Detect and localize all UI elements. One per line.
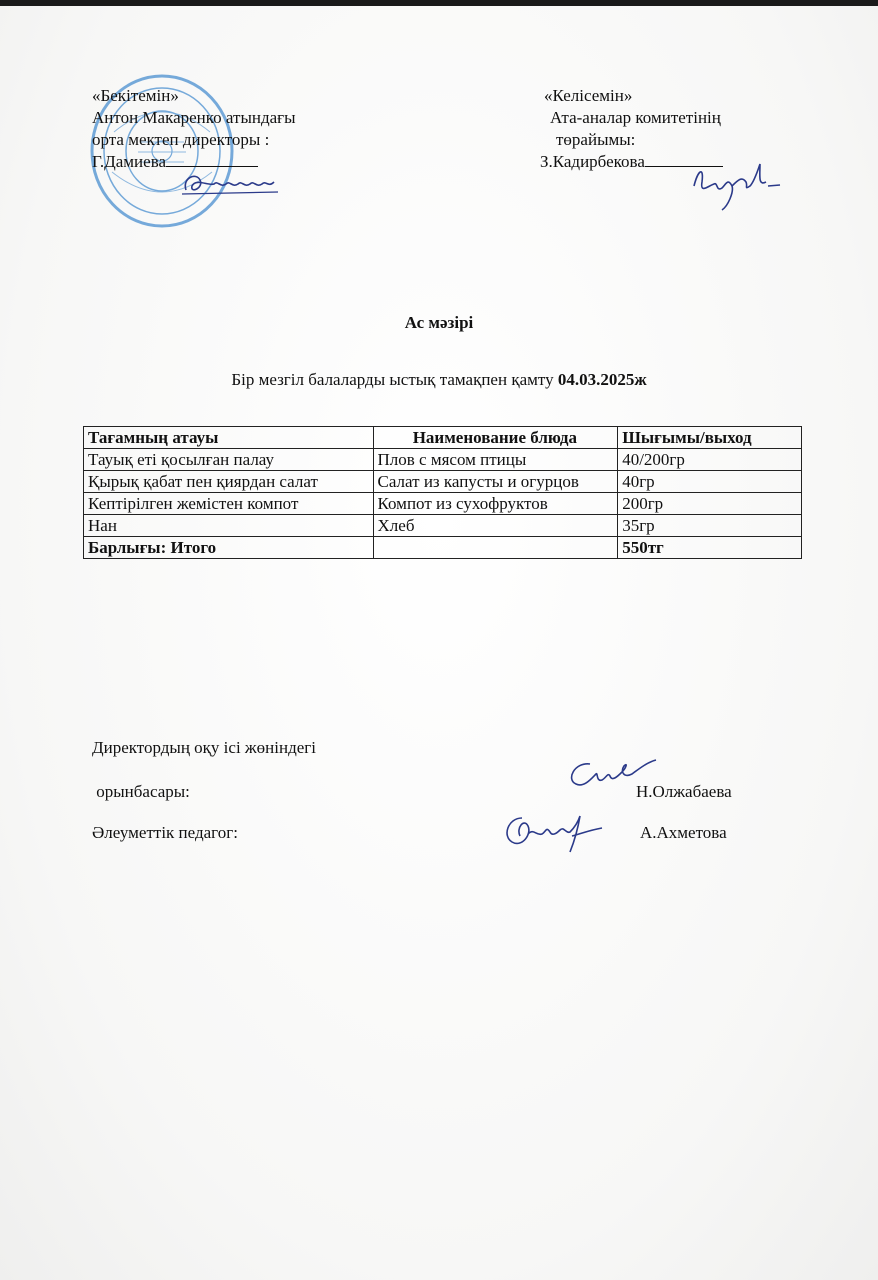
- social-pedagogue-name: А.Ахметова: [640, 823, 727, 842]
- page-title: Ас мәзірі: [404, 313, 474, 332]
- agreement-line-2: төрайымы:: [556, 130, 636, 149]
- agreement-label: «Келісемін»: [544, 86, 633, 105]
- column-header-dish-ru: Наименование блюда: [373, 427, 618, 449]
- page-subtitle: [0, 370, 878, 390]
- dish-kz-cell: Тауық еті қосылған палау: [84, 449, 374, 471]
- dish-ru-cell: Плов с мясом птицы: [373, 449, 618, 471]
- deputy-title-line-2: орынбасары:: [92, 782, 190, 801]
- approval-line-1: Антон Макаренко атындағы: [92, 108, 296, 127]
- yield-cell: 35гр: [618, 515, 802, 537]
- column-header-yield: Шығымы/выход: [618, 427, 802, 449]
- table-row: [84, 449, 802, 471]
- table-row: [84, 471, 802, 493]
- dish-ru-cell: Компот из сухофруктов: [373, 493, 618, 515]
- director-signature-icon: [178, 166, 288, 202]
- deputy-title-line-1: Директордың оқу ісі жөніндегі: [92, 738, 316, 757]
- column-header-dish-kz: Тағамның атауы: [84, 427, 374, 449]
- subtitle-date: 04.03.2025ж: [557, 370, 647, 389]
- menu-table: [83, 426, 802, 559]
- document-page: [0, 6, 878, 1280]
- approval-line-2: орта мектеп директоры :: [92, 130, 270, 149]
- table-header-row: [84, 427, 802, 449]
- social-pedagogue-label: Әлеуметтік педагог:: [92, 823, 238, 842]
- approval-block: [92, 86, 296, 174]
- yield-cell: 200гр: [618, 493, 802, 515]
- total-empty-cell: [373, 537, 618, 559]
- yield-cell: 40/200гр: [618, 449, 802, 471]
- agreement-signer-name: З.Кадирбекова: [540, 152, 645, 171]
- total-label-cell: Барлығы: Итого: [84, 537, 374, 559]
- agreement-line-1: Ата-аналар комитетінің: [550, 108, 721, 127]
- total-value-cell: 550тг: [618, 537, 802, 559]
- subtitle-text: Бір мезгіл балаларды ыстық тамақпен қамту: [231, 370, 558, 389]
- dish-kz-cell: Кептірілген жемістен компот: [84, 493, 374, 515]
- dish-ru-cell: Хлеб: [373, 515, 618, 537]
- social-pedagogue-signature-icon: [498, 806, 606, 858]
- table-row: [84, 493, 802, 515]
- committee-signature-icon: [688, 156, 784, 214]
- dish-kz-cell: Нан: [84, 515, 374, 537]
- approval-label: «Бекітемін»: [92, 86, 179, 105]
- table-row: [84, 515, 802, 537]
- table-total-row: [84, 537, 802, 559]
- dish-ru-cell: Салат из капусты и огурцов: [373, 471, 618, 493]
- yield-cell: 40гр: [618, 471, 802, 493]
- deputy-name: Н.Олжабаева: [636, 782, 732, 801]
- dish-kz-cell: Қырық қабат пен қиярдан салат: [84, 471, 374, 493]
- approval-signer-name: Г.Дамиева: [92, 152, 167, 171]
